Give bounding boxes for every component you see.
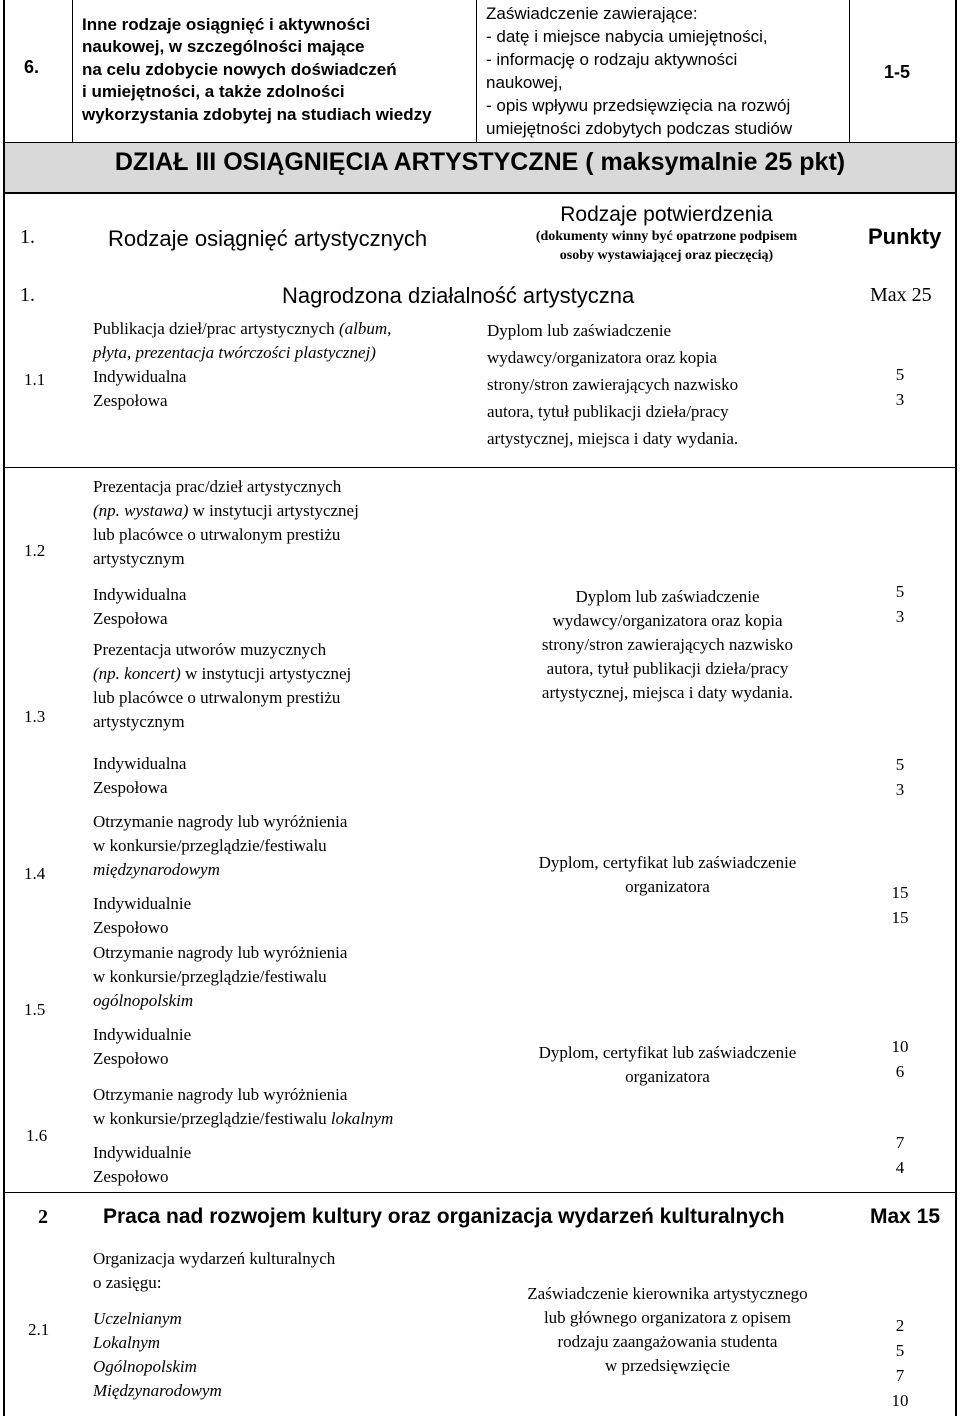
row-number: 1.1 xyxy=(24,370,46,389)
row-number: 1.2 xyxy=(24,541,46,560)
header-number: 1. xyxy=(20,226,35,248)
header-proof: Rodzaje potwierdzenia (dokumenty winny być opatrzone podpisem osoby wystawiającej oraz pieczęcią) xyxy=(535,203,798,263)
points-value: 15 15 xyxy=(891,883,909,927)
row-number: 1.6 xyxy=(26,1126,48,1145)
points-value: 5 3 xyxy=(895,582,905,626)
proof-description: Dyplom lub zaświadczenie wydawcy/organizatora oraz kopia strony/stron zawierających nazwisko autora, tytuł publikacji dzieła/pracy artystycznej, miejsca i daty wydania. xyxy=(487,321,739,448)
points-value: 2 5 7 10 xyxy=(891,1316,909,1410)
points-value: 1-5 xyxy=(884,62,911,82)
table-border xyxy=(3,192,957,194)
header-kind: Rodzaje osiągnięć artystycznych xyxy=(108,226,428,251)
row-number: 1.3 xyxy=(24,707,46,726)
row-description: Publikacja dzieł/prac artystycznych (album, płyta, prezentacja twórczości plastycznej) Indywidualna Zespołowa xyxy=(93,319,392,410)
proof-description: Dyplom, certyfikat lub zaświadczenie organizatora xyxy=(538,853,797,896)
section-title: DZIAŁ III OSIĄGNIĘCIA ARTYSTYCZNE ( maksymalnie 25 pkt) xyxy=(114,148,846,176)
table-border xyxy=(955,0,957,1416)
table-border xyxy=(476,0,477,142)
row-number: 1.5 xyxy=(24,1000,46,1019)
item-title: Inne rodzaje osiągnięć i aktywności naukowej, w szczególności mające na celu zdobycie nowych doświadczeń i umiejętności, a także zdolności wykorzystania zdobytej na studiach wiedzy xyxy=(82,15,432,124)
proof-description: Zaświadczenie zawierające: - datę i miejsce nabycia umiejętności, - informację o rodzaju aktywności naukowej, - opis wpływu przedsięwzięcia na rozwój umiejętności zdobytych podczas studiów xyxy=(486,4,793,138)
table-border xyxy=(3,0,5,1416)
group-max: Max 15 xyxy=(870,1205,941,1228)
points-value: 5 3 xyxy=(895,755,905,799)
row-number: 6. xyxy=(24,57,40,77)
group-number: 1. xyxy=(20,284,35,306)
proof-description: Dyplom, certyfikat lub zaświadczenie organizatora xyxy=(538,1043,797,1086)
table-border xyxy=(72,0,73,142)
header-points: Punkty xyxy=(868,224,942,249)
group-max: Max 25 xyxy=(870,284,932,306)
row-description: Prezentacja prac/dzieł artystycznych (np. wystawa) w instytucji artystycznej lub placówce o utrwalonym prestiżu artystycznym Indywidualna Zespołowa xyxy=(93,477,359,628)
table-border xyxy=(3,142,957,143)
group-title: Praca nad rozwojem kultury oraz organizacja wydarzeń kulturalnych xyxy=(103,1205,785,1228)
row-number: 1.4 xyxy=(24,864,46,883)
points-value: 7 4 xyxy=(895,1133,905,1177)
row-description: Otrzymanie nagrody lub wyróżnienia w konkursie/przeglądzie/festiwalu ogólnopolskim Indywidualnie Zespołowo xyxy=(93,943,348,1068)
proof-description: Zaświadczenie kierownika artystycznego lub głównego organizatora z opisem rodzaju zaangażowania studenta w przedsięwzięcie xyxy=(527,1284,808,1375)
group-title: Nagrodzona działalność artystyczna xyxy=(282,283,635,308)
table-border xyxy=(3,467,957,468)
row-description: Otrzymanie nagrody lub wyróżnienia w konkursie/przeglądzie/festiwalu lokalnym Indywidualnie Zespołowo xyxy=(93,1085,394,1186)
row-number: 2.1 xyxy=(28,1320,50,1339)
group-number: 2 xyxy=(38,1206,48,1228)
row-description: Organizacja wydarzeń kulturalnych o zasięgu: Uczelnianym Lokalnym Ogólnopolskim Międzynarodowym xyxy=(93,1249,336,1400)
points-value: 10 6 xyxy=(891,1037,909,1081)
row-description: Otrzymanie nagrody lub wyróżnienia w konkursie/przeglądzie/festiwalu międzynarodowym Indywidualnie Zespołowo xyxy=(93,812,348,937)
row-description: Prezentacja utworów muzycznych (np. koncert) w instytucji artystycznej lub placówce o utrwalonym prestiżu artystycznym Indywidualna Zespołowa xyxy=(93,640,352,797)
points-value: 5 3 xyxy=(895,365,905,409)
proof-description: Dyplom lub zaświadczenie wydawcy/organizatora oraz kopia strony/stron zawierających nazwisko autora, tytuł publikacji dzieła/pracy artystycznej, miejsca i daty wydania. xyxy=(541,587,794,702)
table-border xyxy=(849,0,850,142)
table-border xyxy=(3,1192,957,1193)
